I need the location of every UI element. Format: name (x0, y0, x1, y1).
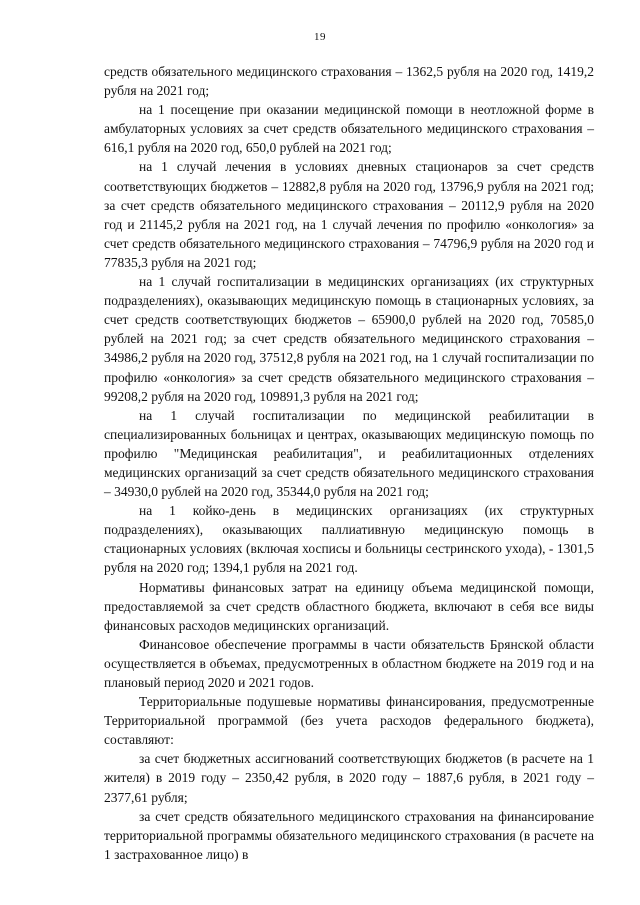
paragraph: на 1 случай лечения в условиях дневных стационаров за счет средств соответствующих бюджетов – 12882,8 рубля на 2020 год, 13796,9 рубля на 2021 год; за счет средств обязательного медицинского страхования – 20112,9 рубля на 2020 год и 21145,2 рубля на 2021 год, на 1 случай лечения по профилю «онкология» за счет средств обязательного медицинского страхования – 74796,9 рубля на 2020 год и 77835,3 рубля на 2021 год; (104, 159, 594, 270)
document-body (104, 62, 594, 864)
paragraph: Территориальные подушевые нормативы финансирования, предусмотренные Территориальной программой (без учета расходов федерального бюджета), составляют: (104, 694, 594, 748)
paragraph: за счет средств обязательного медицинского страхования на финансирование территориальной программы обязательного медицинского страхования (в расчете на 1 застрахованное лицо) в (104, 808, 594, 862)
paragraph: на 1 случай госпитализации в медицинских организациях (их структурных подразделениях), оказывающих медицинскую помощь в стационарных условиях, за счет средств соответствующих бюджетов – 65900,0 рублей на 2020 год, 70585,0 рублей на 2021 год; за счет средств обязательного медицинского страхования – 34986,2 рубля на 2020 год, 37512,8 рубля на 2021 год, на 1 случай госпитализации по профилю «онкология» за счет средств обязательного медицинского страхования – 99208,2 рубля на 2020 год, 109891,3 рубля на 2021 год; (104, 274, 594, 404)
paragraph: Нормативы финансовых затрат на единицу объема медицинской помощи, предоставляемой за счет средств областного бюджета, включают в себя все виды финансовых расходов медицинских организаций. (104, 579, 594, 633)
paragraph: за счет бюджетных ассигнований соответствующих бюджетов (в расчете на 1 жителя) в 2019 году – 2350,42 рубля, в 2020 году – 1887,6 рубля, в 2021 году – 2377,61 рубля; (104, 751, 594, 805)
paragraph: на 1 койко-день в медицинских организациях (их структурных подразделениях), оказывающих паллиативную медицинскую помощь в стационарных условиях (включая хосписы и больницы сестринского ухода), - 1301,5 рубля на 2020 год; 1394,1 рубля на 2021 год. (104, 503, 594, 576)
paragraph: на 1 посещение при оказании медицинской помощи в неотложной форме в амбулаторных условиях за счет средств обязательного медицинского страхования – 616,1 рубля на 2020 год, 650,0 рублей на 2021 год; (104, 102, 594, 156)
paragraph: на 1 случай госпитализации по медицинской реабилитации в специализированных больницах и центрах, оказывающих медицинскую помощь по профилю "Медицинская реабилитация", и реабилитационных отделениях медицинских организаций за счет средств обязательного медицинского страхования – 34930,0 рублей на 2020 год, 35344,0 рубля на 2021 год; (104, 407, 594, 500)
paragraph: Финансовое обеспечение программы в части обязательств Брянской области осуществляется в объемах, предусмотренных в областном бюджете на 2019 год и на плановый период 2020 и 2021 годов. (104, 636, 594, 690)
paragraph: средств обязательного медицинского страхования – 1362,5 рубля на 2020 год, 1419,2 рубля на 2021 год; (104, 64, 594, 99)
page-number: 19 (314, 31, 326, 43)
